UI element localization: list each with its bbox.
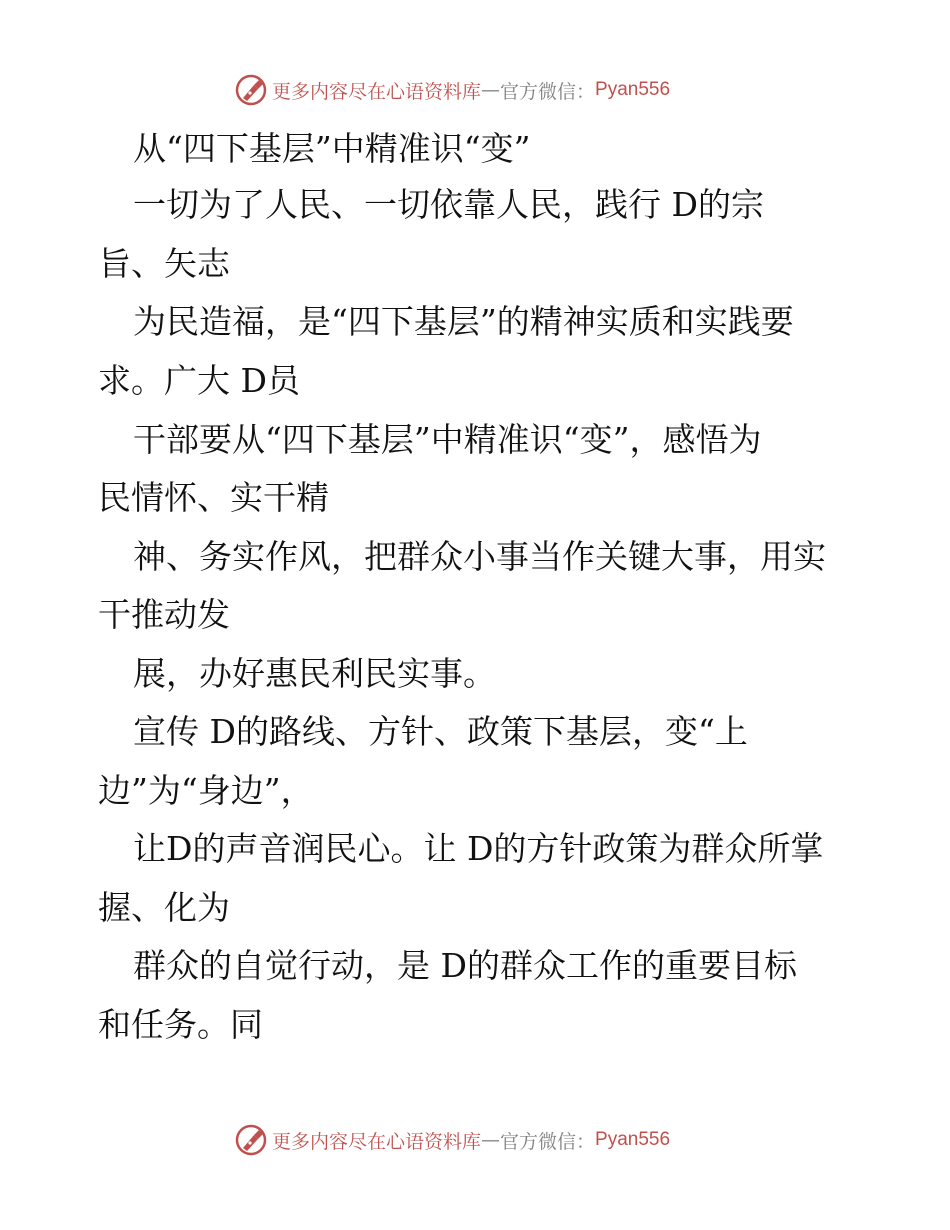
watermark-brand-text: 更多内容尽在心语资料库 [272,1130,482,1153]
watermark-separator: — [481,79,501,101]
paragraph-line: 民情怀、实干精 [98,478,329,517]
paragraph-line: 和任务。同 [98,1005,263,1044]
watermark-wechat-id: Pyan556 [595,1129,671,1150]
watermark-brand-text: 更多内容尽在心语资料库 [272,80,482,103]
paragraph-line: 群众的自觉行动，是 D的群众工作的重要目标 [133,946,797,985]
watermark-label-text: 官方微信： [500,1130,596,1153]
paragraph-line: 为民造福，是“四下基层”的精神实质和实践要 [133,302,794,341]
pen-nib-logo-icon [234,73,268,107]
paragraph-line: 宣传 D的路线、方针、政策下基层，变“上 [133,712,748,751]
header-watermark [234,72,714,108]
paragraph-line: 边”为“身边”， [98,771,314,810]
paragraph-line: 神、务实作风，把群众小事当作关键大事，用实 [133,537,826,576]
footer-watermark [234,1122,714,1158]
paragraph-line: 握、化为 [98,888,230,927]
watermark-wechat-id: Pyan556 [595,79,671,100]
paragraph-line: 干推动发 [98,595,230,634]
paragraph-line: 从“四下基层”中精准识“变” [133,129,531,168]
pen-nib-logo-icon [234,1123,268,1157]
paragraph-line: 求。广大 D员 [98,361,300,400]
paragraph-line: 展，办好惠民利民实事。 [133,654,496,693]
watermark-separator: — [481,1129,501,1151]
watermark-label-text: 官方微信： [500,80,596,103]
paragraph-line: 旨、矢志 [98,244,230,283]
paragraph-line: 干部要从“四下基层”中精准识“变”，感悟为 [133,420,762,459]
paragraph-line: 让D的声音润民心。让 D的方针政策为群众所掌 [133,829,824,868]
paragraph-line: 一切为了人民、一切依靠人民，践行 D的宗 [133,185,764,224]
